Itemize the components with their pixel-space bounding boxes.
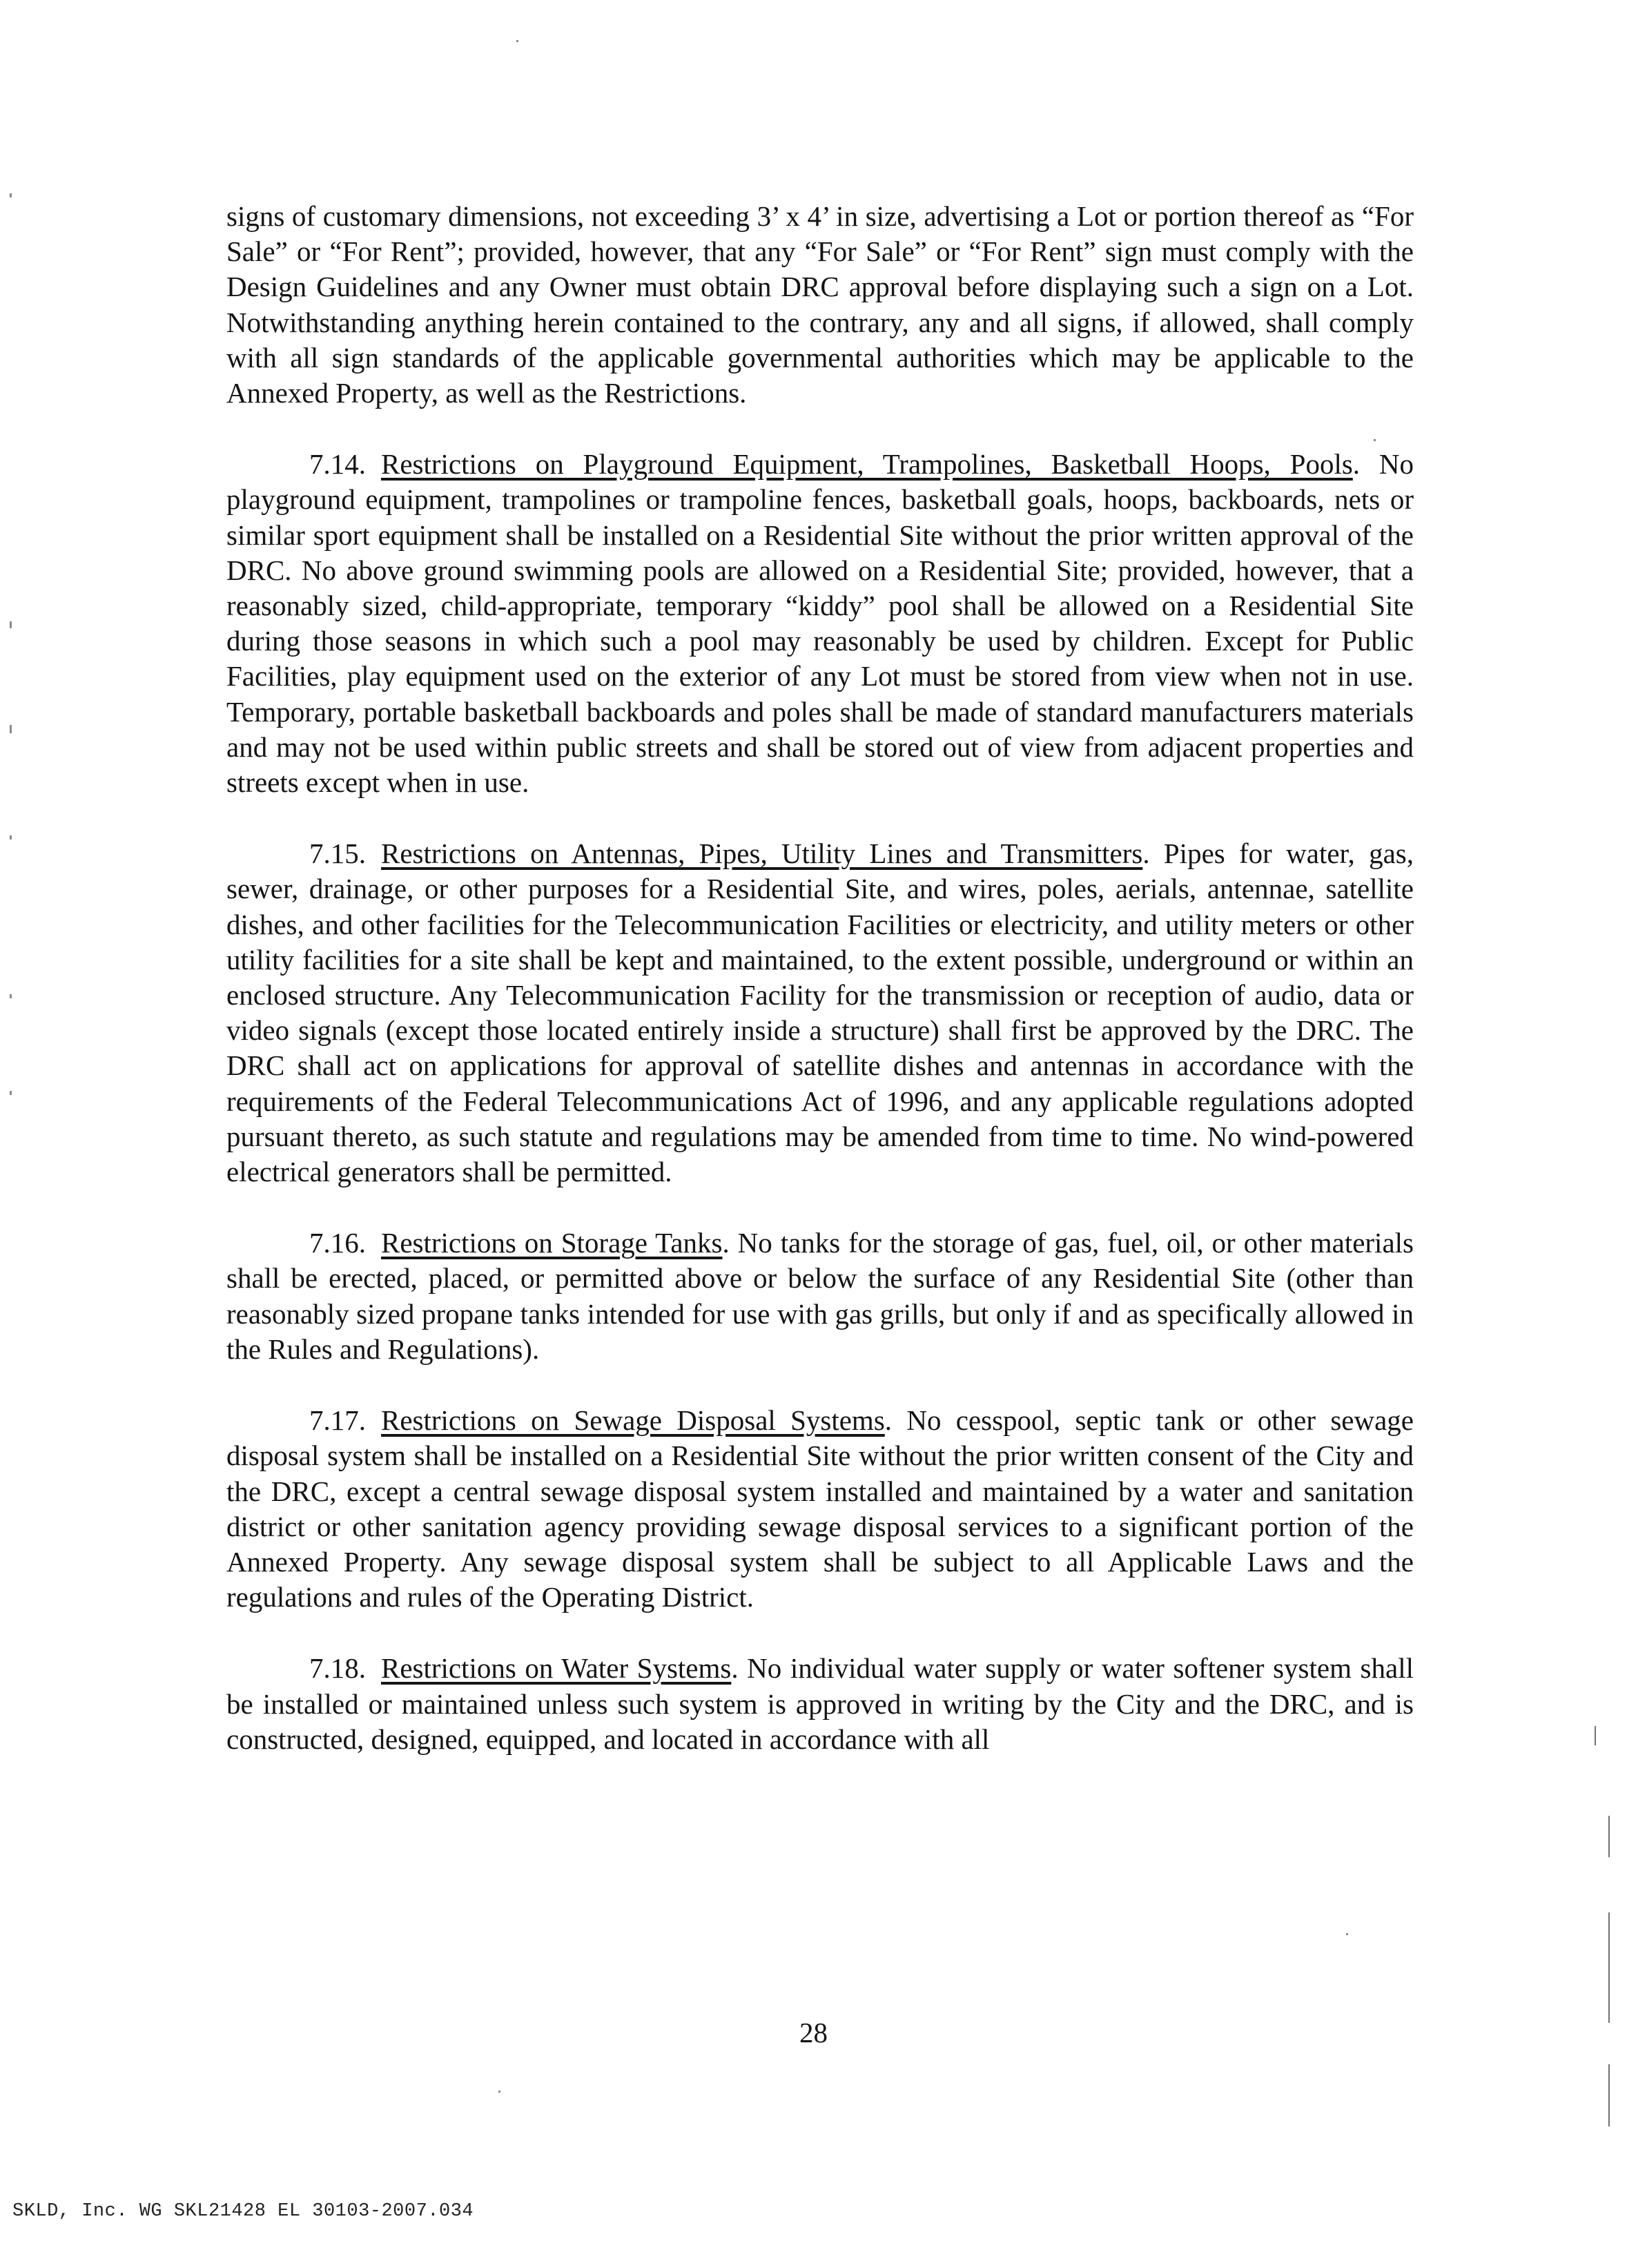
section-body: . No individual water supply or water softener system shall be installed or maintained unless such system is approved in writing by the City and the DRC, and is constructed, designed, equipped, and located in accordance with all — [226, 1652, 1414, 1755]
scan-speck — [10, 994, 12, 998]
scan-speck — [10, 835, 12, 840]
section-heading: Restrictions on Antennas, Pipes, Utility Lines and Transmitters — [381, 837, 1143, 870]
scan-speck — [1374, 439, 1376, 441]
section-number: 7.14. — [309, 448, 366, 481]
section-number: 7.18. — [309, 1652, 366, 1685]
scan-speck — [10, 1091, 12, 1095]
scan-edge-mark — [1595, 1726, 1596, 1745]
section-7-14 — [226, 447, 1414, 800]
section-7-15 — [226, 836, 1414, 1190]
scan-speck — [10, 725, 12, 733]
section-7-17 — [226, 1403, 1414, 1615]
scan-edge-mark — [1608, 2064, 1610, 2126]
intro-paragraph: signs of customary dimensions, not exceeding 3’ x 4’ in size, advertising a Lot or portion thereof as “For Sale” or “For Rent”; provided, however, that any “For Sale” or “For Rent” sign must comply with the Design Guidelines and any Owner must obtain DRC approval before displaying such a sign on a Lot. Notwithstanding anything herein contained to the contrary, any and all signs, if allowed, shall comply with all sign standards of the applicable governmental authorities which may be applicable to the Annexed Property, as well as the Restrictions. — [226, 200, 1414, 409]
section-number: 7.17. — [309, 1404, 366, 1437]
section-7-18 — [226, 1651, 1414, 1757]
section-heading: Restrictions on Storage Tanks — [381, 1227, 723, 1259]
section-heading: Restrictions on Water Systems — [381, 1652, 732, 1685]
scan-speck — [10, 193, 12, 197]
section-7-16 — [226, 1225, 1414, 1367]
document-body — [226, 199, 1414, 1793]
section-heading: Restrictions on Playground Equipment, Trampolines, Basketball Hoops, Pools — [381, 448, 1353, 481]
section-body: . No cesspool, septic tank or other sewage disposal system shall be installed on a Residential Site without the prior written consent of the City and the DRC, except a central sewage disposal system installed and maintained by a water and sanitation district or other sanitation agency providing sewage disposal services to a significant portion of the Annexed Property. Any sewage disposal system shall be subject to all Applicable Laws and the regulations and rules of the Operating District. — [226, 1404, 1414, 1613]
page-number: 28 — [799, 2017, 828, 2048]
scan-speck — [1346, 1933, 1348, 1935]
scan-speck — [516, 40, 518, 42]
section-heading: Restrictions on Sewage Disposal Systems — [381, 1404, 885, 1437]
section-body: . No playground equipment, trampolines or trampoline fences, basketball goals, hoops, backboards, nets or similar sport equipment shall be installed on a Residential Site without the prior written approval of the DRC. No above ground swimming pools are allowed on a Residential Site; provided, however, that a reasonably sized, child-appropriate, temporary “kiddy” pool shall be allowed on a Residential Site during those seasons in which such a pool may reasonably be used by children. Except for Public Facilities, play equipment used on the exterior of any Lot must be stored from view when not in use. Temporary, portable basketball backboards and poles shall be made of standard manufacturers materials and may not be used within public streets and shall be stored out of view from adjacent properties and streets except when in use. — [226, 448, 1414, 799]
section-number: 7.15. — [309, 837, 366, 870]
footer-document-id: SKLD, Inc. WG SKL21428 EL 30103-2007.034 — [12, 2201, 474, 2222]
section-body: . No tanks for the storage of gas, fuel, oil, or other materials shall be erected, placed, or permitted above or below the surface of any Residential Site (other than reasonably sized propane tanks intended for use with gas grills, but only if and as specifically allowed in the Rules and Regulations). — [226, 1227, 1414, 1365]
scan-edge-mark — [1608, 1816, 1610, 1857]
scan-speck — [10, 621, 12, 628]
scan-edge-mark — [1608, 1912, 1610, 2023]
section-number: 7.16. — [309, 1227, 366, 1259]
section-body: . Pipes for water, gas, sewer, drainage, or other purposes for a Residential Site, and wires, poles, aerials, antennae, satellite dishes, and other facilities for the Telecommunication Facilities or electricity, and utility meters or other utility facilities for a site shall be kept and maintained, to the extent possible, underground or within an enclosed structure. Any Telecommunication Facility for the transmission or reception of audio, data or video signals (except those located entirely inside a structure) shall first be approved by the DRC. The DRC shall act on applications for approval of satellite dishes and antennas in accordance with the requirements of the Federal Telecommunications Act of 1996, and any applicable regulations adopted pursuant thereto, as such statute and regulations may be amended from time to time. No wind-powered electrical generators shall be permitted. — [226, 837, 1414, 1188]
scan-speck — [498, 2091, 500, 2093]
